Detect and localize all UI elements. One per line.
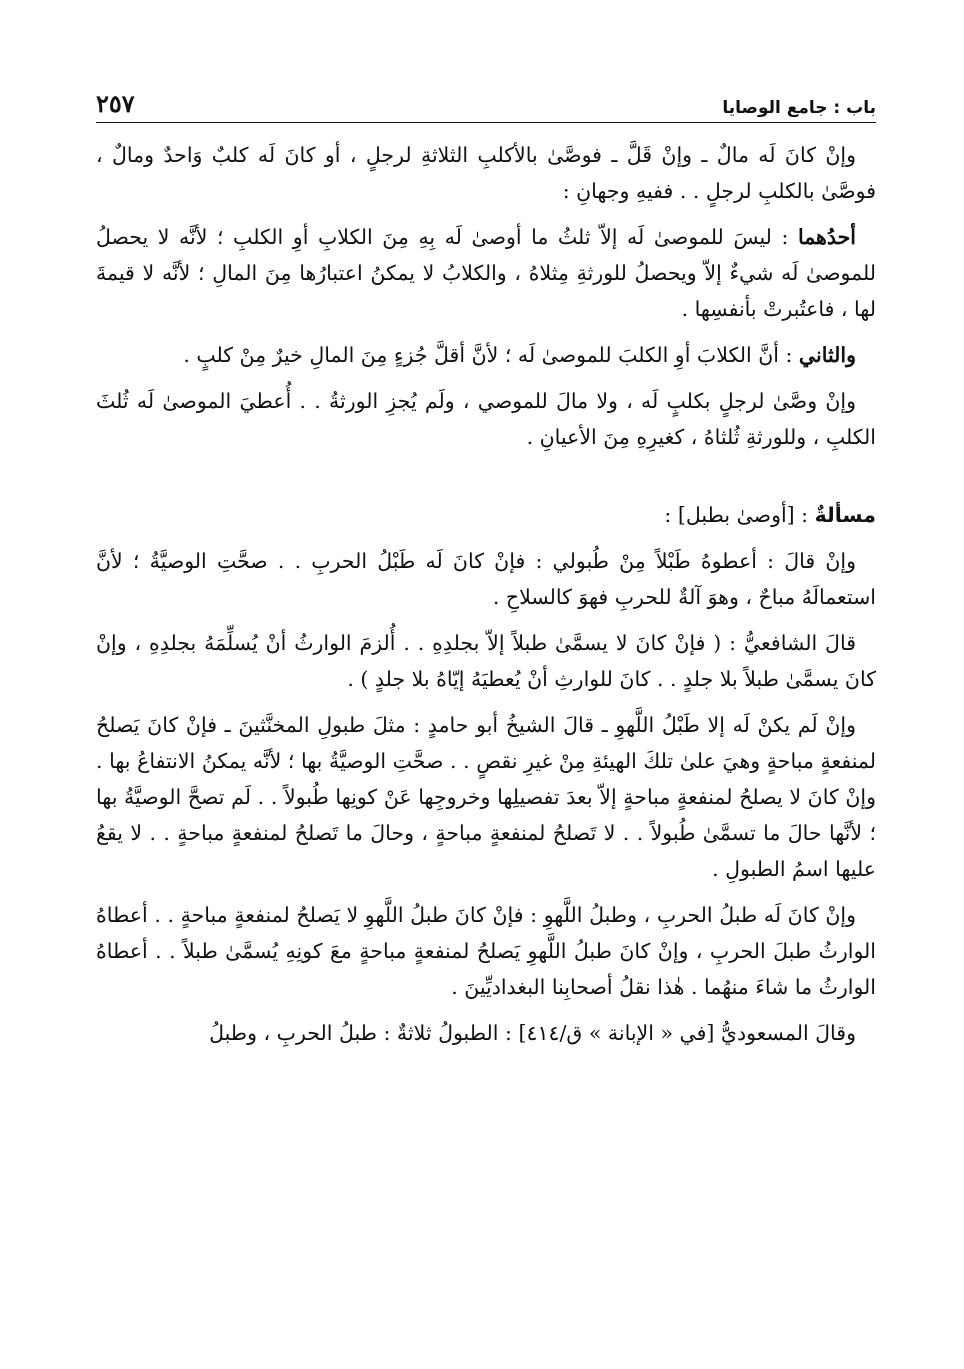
- page-number: ٢٥٧: [96, 89, 135, 118]
- paragraph-5: وإنْ قالَ : أعطوهُ طَبْلاً مِنْ طُبولي : فإنْ كانَ لَه طَبْلُ الحربِ . . صحَّتِ الوصيَّةُ ؛ لأنَّ استعمالَهُ مباحٌ ، وهوَ آلةٌ للحربِ فهوَ كالسلاحِ .: [96, 549, 876, 609]
- paragraph-3-text: : أنَّ الكلابَ أوِ الكلبَ للموصىٰ لَه ؛ لأنَّ أقلَّ جُزءٍ مِنَ المالِ خيرٌ مِنْ كلبٍ .: [183, 343, 799, 367]
- paragraph-3-lead: والثاني: [798, 343, 856, 367]
- paragraph-3: [96, 337, 876, 373]
- paragraph-6: قالَ الشافعيُّ : ( فإنْ كانَ لا يسمَّىٰ طبلاً إلاّ بجلدِهِ . . أُلزمَ الوارثُ أنْ يُسلِّمَهُ بجلدِهِ ، وإنْ كانَ يسمَّىٰ طبلاً بلا جلدٍ . . كانَ للوارثِ أنْ يُعطيَهُ إيّاهُ بلا جلدٍ ) .: [96, 631, 876, 691]
- paragraph-9: وقالَ المسعوديُّ [في « الإبانة » ق/٤١٤] : الطبولُ ثلاثةٌ : طبلُ الحربِ ، وطبلُ: [209, 1021, 856, 1045]
- paragraph-7: وإنْ لَم يكنْ لَه إلا طَبْلُ اللَّهوِ ـ قالَ الشيخُ أبو حامدٍ : مثلَ طبولِ المخنَّثينَ ـ فإنْ كانَ يَصلحُ لمنفعةٍ مباحةٍ وهيَ علىٰ تلكَ الهيئةِ مِنْ غيرِ نقصٍ . . صحَّتِ الوصيَّةُ بها ؛ لأنَّه يمكنُ الانتفاعُ بها . وإنْ كانَ لا يصلحُ لمنفعةٍ مباحةٍ إلاّ بعدَ تفصيلِها وخروجِها عَنْ كونِها طُبولاً . . لَم تصحَّ الوصيَّةُ بها ؛ لأنَّها حالَ ما تسمَّىٰ طُبولاً . . لا تَصلحُ لمنفعةٍ مباحةٍ ، وحالَ ما تَصلحُ لمنفعةٍ مباحةٍ . . لا يقعُ عليها اسمُ الطبولِ .: [96, 713, 876, 881]
- page-header: [96, 78, 876, 123]
- section-heading: [96, 497, 876, 533]
- paragraph-2-lead: أحدُهما: [797, 225, 856, 249]
- book-page: [96, 78, 876, 1061]
- paragraph-4: وإنْ وصَّىٰ لرجلٍ بكلبٍ لَه ، ولا مالَ للموصي ، ولَم يُجزِ الورثةُ . . أُعطيَ الموصىٰ لَه ثُلثَ الكلبِ ، وللورثةِ ثُلثاهُ ، كغيرِهِ مِنَ الأعيانِ .: [96, 389, 876, 449]
- section-subtitle: : [أوصىٰ بطبل] :: [664, 503, 815, 527]
- paragraph-2: [96, 219, 876, 327]
- page-body: [96, 137, 876, 1051]
- paragraph-1: وإنْ كانَ لَه مالٌ ـ وإنْ قَلَّ ـ فوصَّىٰ بالأكلبِ الثلاثةِ لرجلٍ ، أو كانَ لَه كلبٌ وَاحدٌ ومالٌ ، فوصَّىٰ بالكلبِ لرجلٍ . . ففيهِ وجهانِ :: [96, 143, 876, 203]
- paragraph-2-text: : ليسَ للموصىٰ لَه إلاّ ثلثُ ما أوصىٰ لَه بِهِ مِنَ الكلابِ أوِ الكلبِ ؛ لأنَّه لا يحصلُ للموصىٰ لَه شيءٌ إلاّ ويحصلُ للورثةِ مِثلاهُ ، والكلابُ لا يمكنُ اعتبارُها مِنَ المالِ ؛ لأنَّه لا قيمةَ لها ، فاعتُبرتْ بأنفسِها .: [96, 225, 876, 321]
- section-title: مسألةٌ: [814, 503, 876, 527]
- paragraph-8: وإنْ كانَ لَه طبلُ الحربِ ، وطبلُ اللَّهوِ : فإنْ كانَ طبلُ اللَّهوِ لا يَصلحُ لمنفعةٍ مباحةٍ . . أعطاهُ الوارثُ طبلَ الحربِ ، وإنْ كانَ طبلُ اللَّهوِ يَصلحُ لمنفعةٍ مباحةٍ معَ كونِهِ يُسمَّىٰ طبلاً . . أعطاهُ الوارثُ ما شاءَ منهُما . هٰذا نقلُ أصحابِنا البغداديِّينَ .: [96, 903, 876, 999]
- chapter-title: باب : جامع الوصايا: [722, 98, 876, 118]
